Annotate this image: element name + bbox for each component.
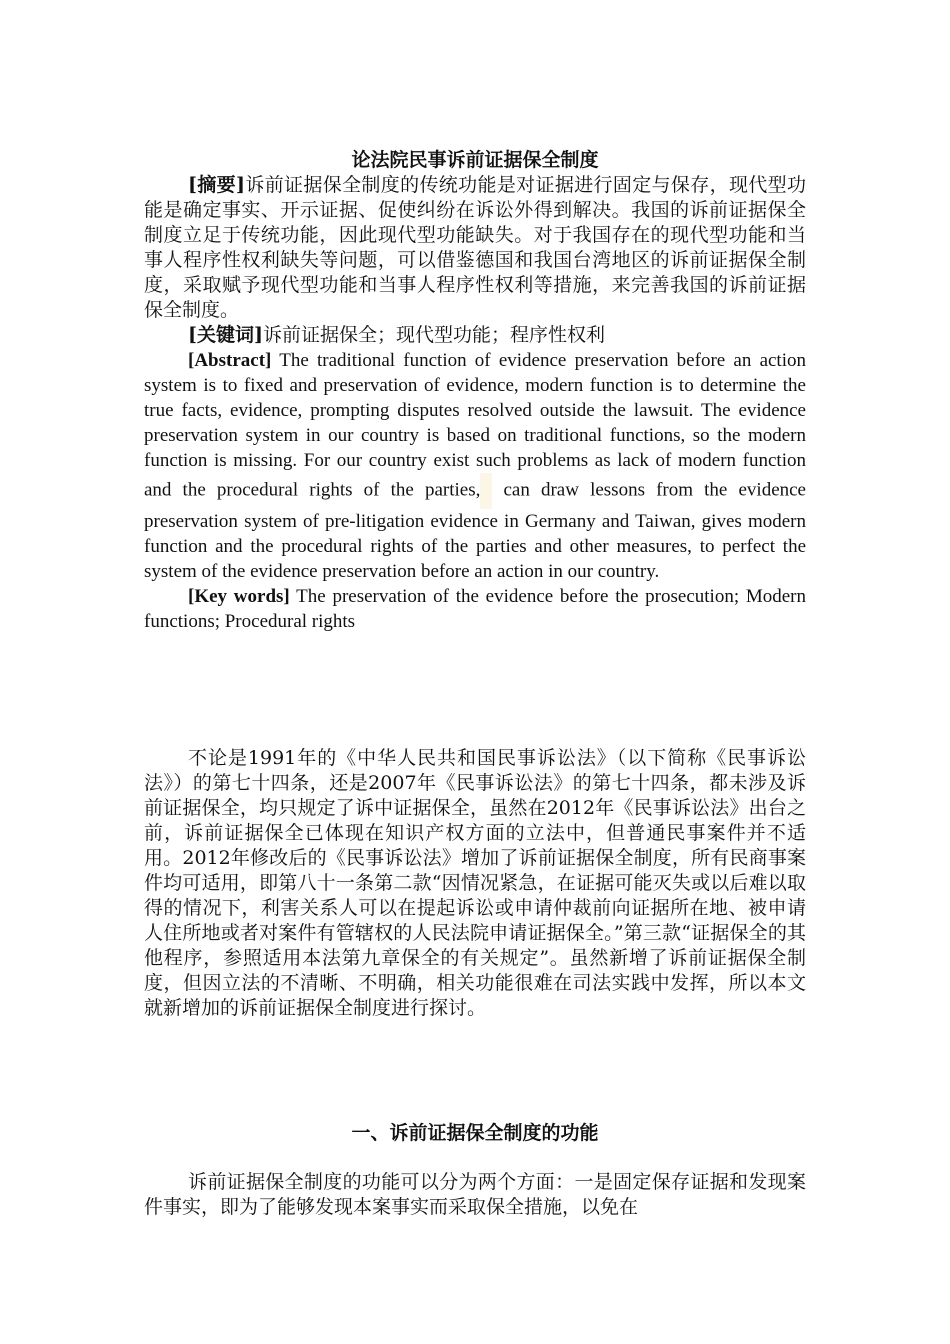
keywords-cn: [144, 323, 806, 348]
highlight-mark: [480, 473, 492, 509]
abstract-en: [144, 348, 806, 584]
abstract-cn: [144, 173, 806, 323]
keywords-en: [144, 584, 806, 634]
keywords-en-text: The preservation of the evidence before the prosecution; Modern functions; Procedural rights: [144, 586, 807, 632]
keywords-cn-text: 诉前证据保全；现代型功能；程序性权利: [262, 324, 605, 346]
abstract-en-text-b: can draw lessons from the evidence preservation system of pre-litigation evidence in Germany and Taiwan, gives modern function and the procedural rights of the parties and other measures, to perfect the system of the evidence preservation before an action in our country.: [144, 479, 806, 582]
intro-block: [144, 746, 806, 1021]
section-body: [144, 1170, 806, 1220]
abstract-block: [144, 173, 806, 634]
abstract-en-label: [Abstract]: [188, 350, 272, 371]
paper-title: 论法院民事诉前证据保全制度: [351, 149, 599, 171]
abstract-cn-label: [摘要]: [188, 174, 246, 196]
keywords-cn-label: [关键词]: [188, 324, 263, 346]
keywords-en-label: [Key words]: [188, 586, 290, 607]
intro-paragraph: 不论是1991年的《中华人民共和国民事诉讼法》（以下简称《民事诉讼法》）的第七十四条，还是2007年《民事诉讼法》的第七十四条，都未涉及诉前证据保全，均只规定了诉中证据保全，虽然在2012年《民事诉讼法》出台之前，诉前证据保全已体现在知识产权方面的立法中，但普通民事案件并不适用。2012年修改后的《民事诉讼法》增加了诉前证据保全制度，所有民商事案件均可适用，即第八十一条第二款“因情况紧急，在证据可能灭失或以后难以取得的情况下，利害关系人可以在提起诉讼或申请仲裁前向证据所在地、被申请人住所地或者对案件有管辖权的人民法院申请证据保全。”第三款“证据保全的其他程序，参照适用本法第九章保全的有关规定”。虽然新增了诉前证据保全制度，但因立法的不清晰、不明确，相关功能很难在司法实践中发挥，所以本文就新增加的诉前证据保全制度进行探讨。: [144, 747, 806, 1019]
abstract-cn-text: 诉前证据保全制度的传统功能是对证据进行固定与保存，现代型功能是确定事实、开示证据、促使纠纷在诉讼外得到解决。我国的诉前证据保全制度立足于传统功能，因此现代型功能缺失。对于我国存在的现代型功能和当事人程序性权利缺失等问题，可以借鉴德国和我国台湾地区的诉前证据保全制度，采取赋予现代型功能和当事人程序性权利等措施，来完善我国的诉前证据保全制度。: [144, 174, 806, 321]
section-heading: 一、诉前证据保全制度的功能: [351, 1122, 599, 1144]
section-paragraph: 诉前证据保全制度的功能可以分为两个方面：一是固定保存证据和发现案件事实，即为了能够发现本案事实而采取保全措施，以免在: [144, 1171, 806, 1218]
abstract-en-text-a: The traditional function of evidence preservation before an action system is to fixed and preservation of evidence, modern function is to determine the true facts, evidence, prompting disputes resolved outside the lawsuit. The evidence preservation system in our country is based on traditional functions, so the modern function is missing. For our country exist such problems as lack of modern function and the procedural rights of the parties,: [144, 350, 806, 501]
